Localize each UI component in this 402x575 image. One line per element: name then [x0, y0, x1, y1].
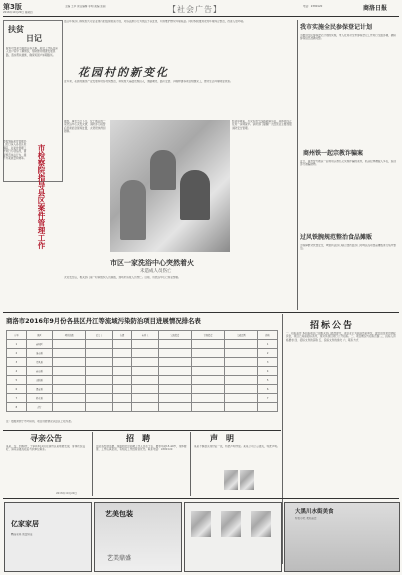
table-row	[7, 385, 278, 394]
table-cell	[53, 358, 86, 367]
table-header-row	[7, 331, 278, 340]
recruit-body: 因业务发展需要，现面向社会招聘工作人员若干名，要求年龄18-40岁，身体健康，工作认真负责，有相关工作经验者优先。联系电话：2380120	[96, 445, 187, 452]
case-mgmt-box	[3, 140, 61, 300]
hero-banner	[64, 64, 294, 78]
table-cell: 镇安县	[26, 385, 52, 394]
table-cell: 山阳县	[26, 376, 52, 385]
table-top-rule	[3, 312, 399, 313]
table-cell	[86, 358, 112, 367]
table-cell	[225, 358, 258, 367]
table-row	[7, 367, 278, 376]
table-cell	[53, 367, 86, 376]
right-article-2-title: 商州铁一起宗教诈骗案	[303, 150, 364, 157]
table-cell: 柞水县	[26, 394, 52, 403]
date-line: 2016年10月20日 星期四	[3, 11, 33, 14]
table-cell	[132, 385, 158, 394]
right-article-2-body: 近日，商州警方破获一起利用宗教名义实施诈骗的案件，抓获犯罪嫌疑人多名，追回部分被骗财物。	[300, 160, 396, 167]
table-cell: 8	[7, 403, 27, 412]
table-cell	[225, 403, 258, 412]
table-row	[7, 394, 278, 403]
table-row	[7, 376, 278, 385]
table-cell	[158, 349, 191, 358]
table-cell	[191, 349, 224, 358]
table-cell	[86, 385, 112, 394]
ad-3-portrait-3	[251, 511, 271, 537]
table-row	[7, 349, 278, 358]
declare-divider	[190, 432, 191, 496]
pollution-table	[6, 330, 278, 412]
portrait-2	[240, 470, 254, 490]
photo-caption: 市区一家洗浴中心突然着火	[110, 259, 194, 267]
recruit-divider	[92, 432, 93, 496]
photo-caption-sub: 未造成人员伤亡	[140, 269, 172, 274]
caption-area-text: 火灾发生后，相关部门第一时间组织人员疏散，现场未造成人员伤亡。目前，该洗浴中心已停业整顿。	[64, 276, 181, 279]
diary-title-top: 扶贫	[8, 24, 24, 34]
tender-divider	[282, 314, 283, 564]
table-cell	[132, 340, 158, 349]
page-number: 第3版	[3, 3, 22, 11]
portrait-1	[224, 470, 238, 490]
table-cell	[112, 403, 132, 412]
table-cell	[53, 349, 86, 358]
table-header-cell: 在建	[112, 331, 132, 340]
table-title: 商洛市2016年9月份各县区丹江等流域污染防治项目进展情况排名表	[6, 317, 201, 325]
table-cell: 商州区	[26, 340, 52, 349]
table-cell	[225, 340, 258, 349]
ad-4-title: 大黑川水街美食	[295, 509, 334, 515]
right-article-3-body: 为保障群众饮食安全，城管执法部门联合食药监部门对城区流动食品摊贩进行集中整治。	[300, 244, 396, 251]
table-header-cell: 未开工	[132, 331, 158, 340]
ad-4	[284, 502, 400, 572]
table-cell	[112, 385, 132, 394]
table-cell: 6	[7, 385, 27, 394]
ad-4-sub: 特色小吃 欢迎品尝	[295, 517, 317, 520]
table-cell	[132, 376, 158, 385]
notices-top-rule	[3, 430, 281, 431]
table-cell	[53, 403, 86, 412]
table-cell	[112, 394, 132, 403]
table-cell: 3	[258, 358, 278, 367]
fire-photo	[110, 120, 230, 252]
masthead-rule	[3, 16, 399, 17]
table-cell: 5	[7, 376, 27, 385]
right-article-1-title: 我市实施全民参保登记计划	[300, 24, 373, 31]
vertical-headline: 市检察院指导县区案件管理工作	[37, 144, 46, 249]
table-cell	[86, 367, 112, 376]
declare-title: 声 明	[210, 434, 234, 443]
table-cell	[53, 340, 86, 349]
table-cell	[132, 403, 158, 412]
ad-2-title: 艺美包装	[105, 509, 133, 518]
ad-3-portrait-1	[191, 511, 211, 537]
hero-banner-title: 花园村的新变化	[78, 66, 169, 79]
diary-title-bottom: 日记	[26, 33, 42, 43]
hero-body: 近年来，花园村围绕产业发展和村容村貌整治，持续加大基础设施投入，道路硬化、路灯安装、河堤修建等项目相继完工，群众生活环境明显改善。	[64, 80, 233, 83]
table-cell	[53, 376, 86, 385]
table-cell	[112, 349, 132, 358]
table-cell	[158, 403, 191, 412]
table-cell	[112, 367, 132, 376]
table-cell	[53, 394, 86, 403]
table-cell: 3	[7, 358, 27, 367]
photo-figure	[150, 150, 176, 190]
table-cell	[112, 376, 132, 385]
table-footnote: 注：数据来源于市环保局，项目进展情况以县区上报为准。	[6, 420, 74, 423]
photo-figure-3	[120, 180, 146, 240]
recruit-title: 招 聘	[126, 434, 150, 443]
tender-body: 一、招标条件 本招标项目已由相关部门批准建设，项目业主为商洛市某单位，建设资金来自财政资金，项目已具备招标条件，现对该项目进行公开招标。二、项目概况与招标范围 三、投标人资格要求 四、招标文件的获取 五、投标文件的递交 六、联系方式	[286, 332, 396, 342]
table-cell	[225, 376, 258, 385]
table-cell	[132, 349, 158, 358]
search-notice-title: 寻亲公告	[30, 434, 62, 443]
ad-3-portrait-2	[221, 511, 241, 537]
table-cell: 1	[7, 340, 27, 349]
table-cell	[191, 340, 224, 349]
table-cell	[191, 376, 224, 385]
table-cell	[225, 394, 258, 403]
paper-name: 商洛日报	[363, 5, 388, 12]
table-header-cell: 排名	[258, 331, 278, 340]
column-title: 【社会广告】	[168, 5, 222, 14]
ad-1-sub: 精品家具 质量保证	[11, 533, 33, 536]
ads-top-rule	[3, 498, 399, 499]
search-notice-body: 某某，女，约60岁，于2016年9月在商州区某地被发现，身体状况良好，请其亲属见报后与我单位联系。	[6, 445, 85, 452]
left-column-body: 市检察院案件管理部门近日深入各县区检察院，对案件管理工作进行专项指导，督促规范执法行为，提升办案质量和效率。	[3, 140, 27, 161]
ad-2	[94, 502, 182, 572]
table-cell	[225, 349, 258, 358]
ad-1	[4, 502, 92, 572]
search-notice-date: 2016年10月20日	[56, 492, 77, 495]
table-cell	[132, 358, 158, 367]
table-cell: 丹凤县	[26, 358, 52, 367]
table-cell	[158, 376, 191, 385]
table-cell	[112, 358, 132, 367]
photo-left-text: 据悉，事发当日下午，位于城区的一家洗浴中心突发火情，消防部门接警后迅速赶赴现场处置，火势很快得到控制。	[64, 120, 106, 134]
table-cell: 7	[7, 394, 27, 403]
table-cell	[132, 394, 158, 403]
editor-meta-left: 主编 王华 责任编辑 李明 美编 张丽	[65, 5, 106, 8]
table-cell: 1	[258, 340, 278, 349]
table-cell	[86, 403, 112, 412]
table-cell	[191, 385, 224, 394]
table-cell	[158, 358, 191, 367]
ad-1-title: 亿家家居	[11, 519, 39, 528]
table-row	[7, 340, 278, 349]
ad-2-sub: 艺美鼎盛	[107, 555, 132, 562]
table-cell	[53, 385, 86, 394]
table-cell	[191, 358, 224, 367]
table-cell: 7	[258, 394, 278, 403]
declare-body: 某某不慎遗失身份证一张，特此声明作废。某某公司公章遗失，特此声明。	[194, 445, 280, 448]
table-header-cell: 完成投资	[158, 331, 191, 340]
table-cell	[191, 394, 224, 403]
table-cell: 洛南县	[26, 349, 52, 358]
table-cell: 商南县	[26, 367, 52, 376]
table-row	[7, 358, 278, 367]
table-cell	[225, 367, 258, 376]
table-cell	[86, 340, 112, 349]
table-cell: 5	[258, 376, 278, 385]
right-column-divider	[297, 20, 298, 310]
tender-title: 招标公告	[310, 321, 355, 331]
table-cell	[158, 367, 191, 376]
table-cell: 2	[7, 349, 27, 358]
diary-body: 脱贫攻坚是当前的头等大事，驻村工作队员深入农户家中了解情况，帮助群众理清发展思路，落实帮扶措施，确保贫困户如期脱贫。	[6, 47, 58, 57]
table-cell: 2	[258, 349, 278, 358]
table-cell	[132, 367, 158, 376]
table-cell: 合计	[26, 403, 52, 412]
table-header-cell: 已完工	[86, 331, 112, 340]
table-cell	[158, 394, 191, 403]
table-cell	[158, 385, 191, 394]
table-cell	[112, 340, 132, 349]
table-cell	[86, 349, 112, 358]
table-header-cell: 计划投资	[191, 331, 224, 340]
table-row	[7, 403, 278, 412]
table-cell	[225, 385, 258, 394]
right-article-3-title: 过风铁腕规范整治食品摊贩	[300, 234, 373, 241]
photo-right-text: 经初步调查，火灾系电气线路故障引起，具体原因正在进一步调查中。消防部门提醒广大经营业主要加强消防安全管理。	[232, 120, 292, 130]
table-cell: 6	[258, 385, 278, 394]
table-cell	[191, 403, 224, 412]
table-cell	[86, 394, 112, 403]
table-cell: 4	[258, 367, 278, 376]
right-article-1-body: 为推进全民参保登记计划的实施，市人社局对全市参保登记工作进行全面部署，确保参保信息准确完整。	[300, 34, 396, 41]
table-header-cell: 项目总数	[53, 331, 86, 340]
photo-figure-2	[180, 170, 210, 220]
ad-3	[184, 502, 282, 572]
editor-meta-right: 电话：2380120	[303, 5, 323, 8]
table-header-cell: 完成比例	[225, 331, 258, 340]
table-header-cell: 县区	[26, 331, 52, 340]
table-header-cell: 序号	[7, 331, 27, 340]
table-cell	[258, 403, 278, 412]
table-cell	[158, 340, 191, 349]
table-cell	[191, 367, 224, 376]
pollution-table-wrap	[6, 330, 278, 412]
hero-top-body: 县区环保部门持续加大对企业排污的监督检查力度，对违法排污行为依法予以处罚，切实维护群众环境权益。同时积极推进农村环境综合整治，改善人居环境。	[64, 20, 246, 23]
table-cell: 4	[7, 367, 27, 376]
table-cell	[86, 376, 112, 385]
